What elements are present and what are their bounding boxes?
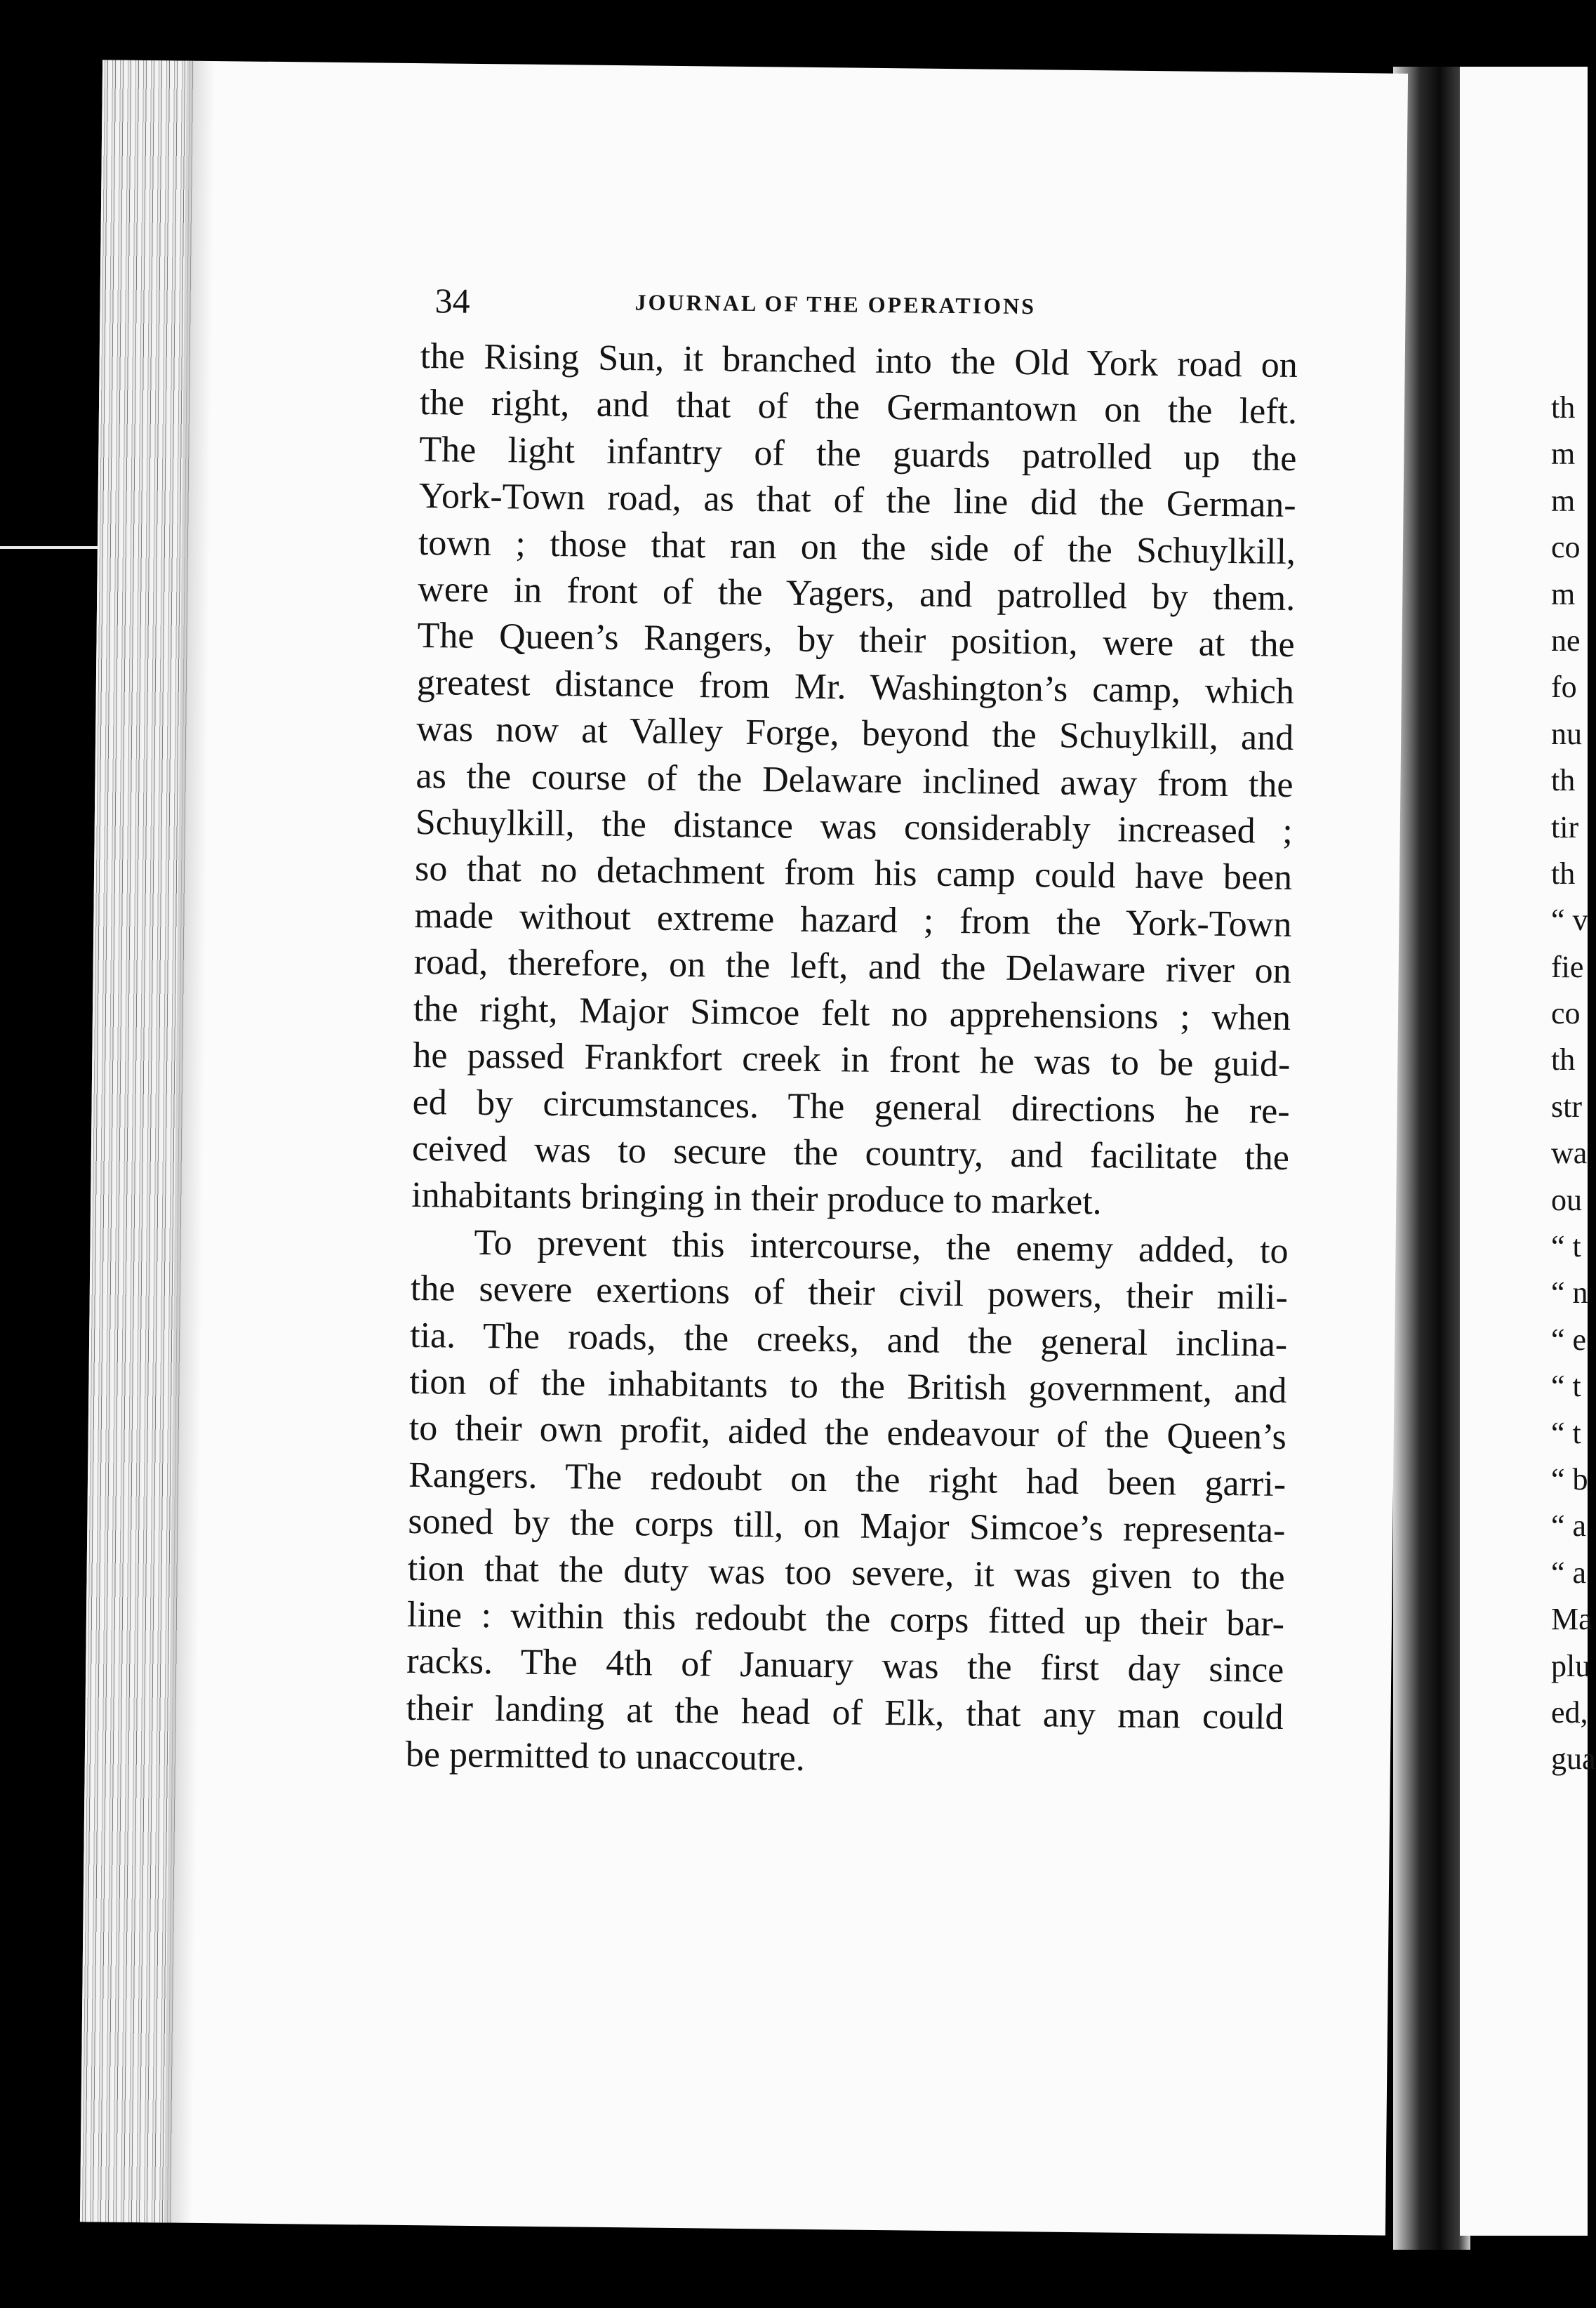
text-line: their landing at the head of Elk, that any man could <box>406 1687 1284 1737</box>
next-page-fragment: co <box>1551 530 1581 565</box>
next-page-fragment: nu <box>1551 716 1582 751</box>
text-line: road, therefore, on the left, and the Delaware river on <box>413 942 1292 992</box>
margin-mark <box>0 546 98 549</box>
next-page-fragment: th <box>1551 390 1576 425</box>
text-line: soned by the corps till, on Major Simcoe’s representa- <box>408 1501 1286 1551</box>
next-page-fragment: “ e <box>1551 1322 1587 1357</box>
text-line: be permitted to unaccoutre. <box>405 1735 806 1779</box>
text-line: tion that the duty was too severe, it was given to the <box>407 1548 1285 1598</box>
text-line: was now at Valley Forge, beyond the Schuylkill, and <box>415 709 1294 759</box>
page-header <box>420 277 1348 343</box>
text-line: as the course of the Delaware inclined away from the <box>415 755 1294 805</box>
next-page-fragment: “ a <box>1551 1555 1587 1590</box>
next-page-fragment: ne <box>1551 623 1581 658</box>
text-line: were in front of the Yagers, and patrolled by them. <box>418 569 1296 619</box>
text-line: the right, Major Simcoe felt no apprehensions ; when <box>413 988 1291 1038</box>
next-page-text-fragments <box>1551 385 1596 1783</box>
next-page-fragment: fo <box>1551 670 1577 705</box>
next-page-fragment: th <box>1551 763 1576 798</box>
next-page-fragment: ou <box>1551 1182 1582 1217</box>
book-gutter <box>1393 67 1470 2250</box>
next-page-fragment: “ t <box>1551 1369 1581 1404</box>
text-line: the severe exertions of their civil powers, their mili- <box>410 1268 1289 1318</box>
next-page-fragment: gua <box>1551 1742 1596 1777</box>
next-page-fragment: th <box>1551 1042 1576 1077</box>
next-page-fragment: plu <box>1551 1648 1591 1683</box>
running-head: JOURNAL OF THE OPERATIONS <box>634 289 1037 319</box>
next-page-fragment: “ n <box>1551 1275 1588 1311</box>
text-line: to their own profit, aided the endeavour of the Queen’s <box>408 1408 1287 1458</box>
next-page-fragment: m <box>1551 437 1576 472</box>
next-page-fragment: co <box>1551 996 1581 1031</box>
text-line: racks. The 4th of January was the first day since <box>406 1641 1284 1691</box>
text-line: The Queen’s Rangers, by their position, were at the <box>417 616 1295 665</box>
text-line: ed by circumstances. The general directions he re- <box>412 1082 1290 1132</box>
next-page-fragment: str <box>1551 1089 1582 1124</box>
next-page-fragment: m <box>1551 483 1576 518</box>
page-text-block <box>406 277 1348 1788</box>
next-page-fragment: “ v <box>1551 903 1588 938</box>
page-number: 34 <box>434 281 470 321</box>
next-page-fragment: wa <box>1551 1136 1588 1171</box>
text-line: greatest distance from Mr. Washington’s camp, which <box>416 662 1295 712</box>
text-line: To prevent this intercourse, the enemy added, to <box>474 1222 1289 1271</box>
next-page-fragment: th <box>1551 856 1576 891</box>
text-line: inhabitants bringing in their produce to market. <box>411 1175 1102 1223</box>
next-page-fragment: “ t <box>1551 1229 1581 1264</box>
text-line: he passed Frankfort creek in front he was to be guid- <box>413 1035 1291 1085</box>
text-line: Rangers. The redoubt on the right had been garri- <box>408 1454 1286 1504</box>
body-text <box>406 333 1347 1788</box>
text-line: town ; those that ran on the side of the Schuylkill, <box>418 522 1296 572</box>
text-line: so that no detachment from his camp could have been <box>414 849 1293 898</box>
next-page-fragment: “ t <box>1551 1415 1581 1450</box>
text-line: tia. The roads, the creeks, and the general inclina- <box>409 1315 1288 1365</box>
text-line: tion of the inhabitants to the British government, and <box>409 1361 1287 1411</box>
next-page-fragment: Ma <box>1551 1602 1592 1637</box>
text-line: ceived was to secure the country, and facilitate the <box>411 1128 1290 1178</box>
text-line: made without extreme hazard ; from the York-Town <box>414 895 1292 945</box>
next-page-fragment: m <box>1551 576 1576 611</box>
next-page-fragment: fie <box>1551 949 1584 984</box>
text-line: the Rising Sun, it branched into the Old York road on <box>420 336 1298 386</box>
text-line: York-Town road, as that of the line did the German- <box>418 476 1296 526</box>
text-line: The light infantry of the guards patrolled up the <box>419 429 1297 479</box>
next-page-fragment: “ a <box>1551 1508 1587 1544</box>
text-line: the right, and that of the Germantown on the left. <box>419 383 1298 432</box>
next-page-fragment: ed, <box>1551 1694 1588 1730</box>
text-line: line : within this redoubt the corps fitted up their bar- <box>406 1594 1285 1644</box>
text-line: Schuylkill, the distance was considerably increased ; <box>415 802 1294 852</box>
next-page-fragment: “ b <box>1551 1461 1588 1497</box>
next-page-fragment: tir <box>1551 809 1579 844</box>
